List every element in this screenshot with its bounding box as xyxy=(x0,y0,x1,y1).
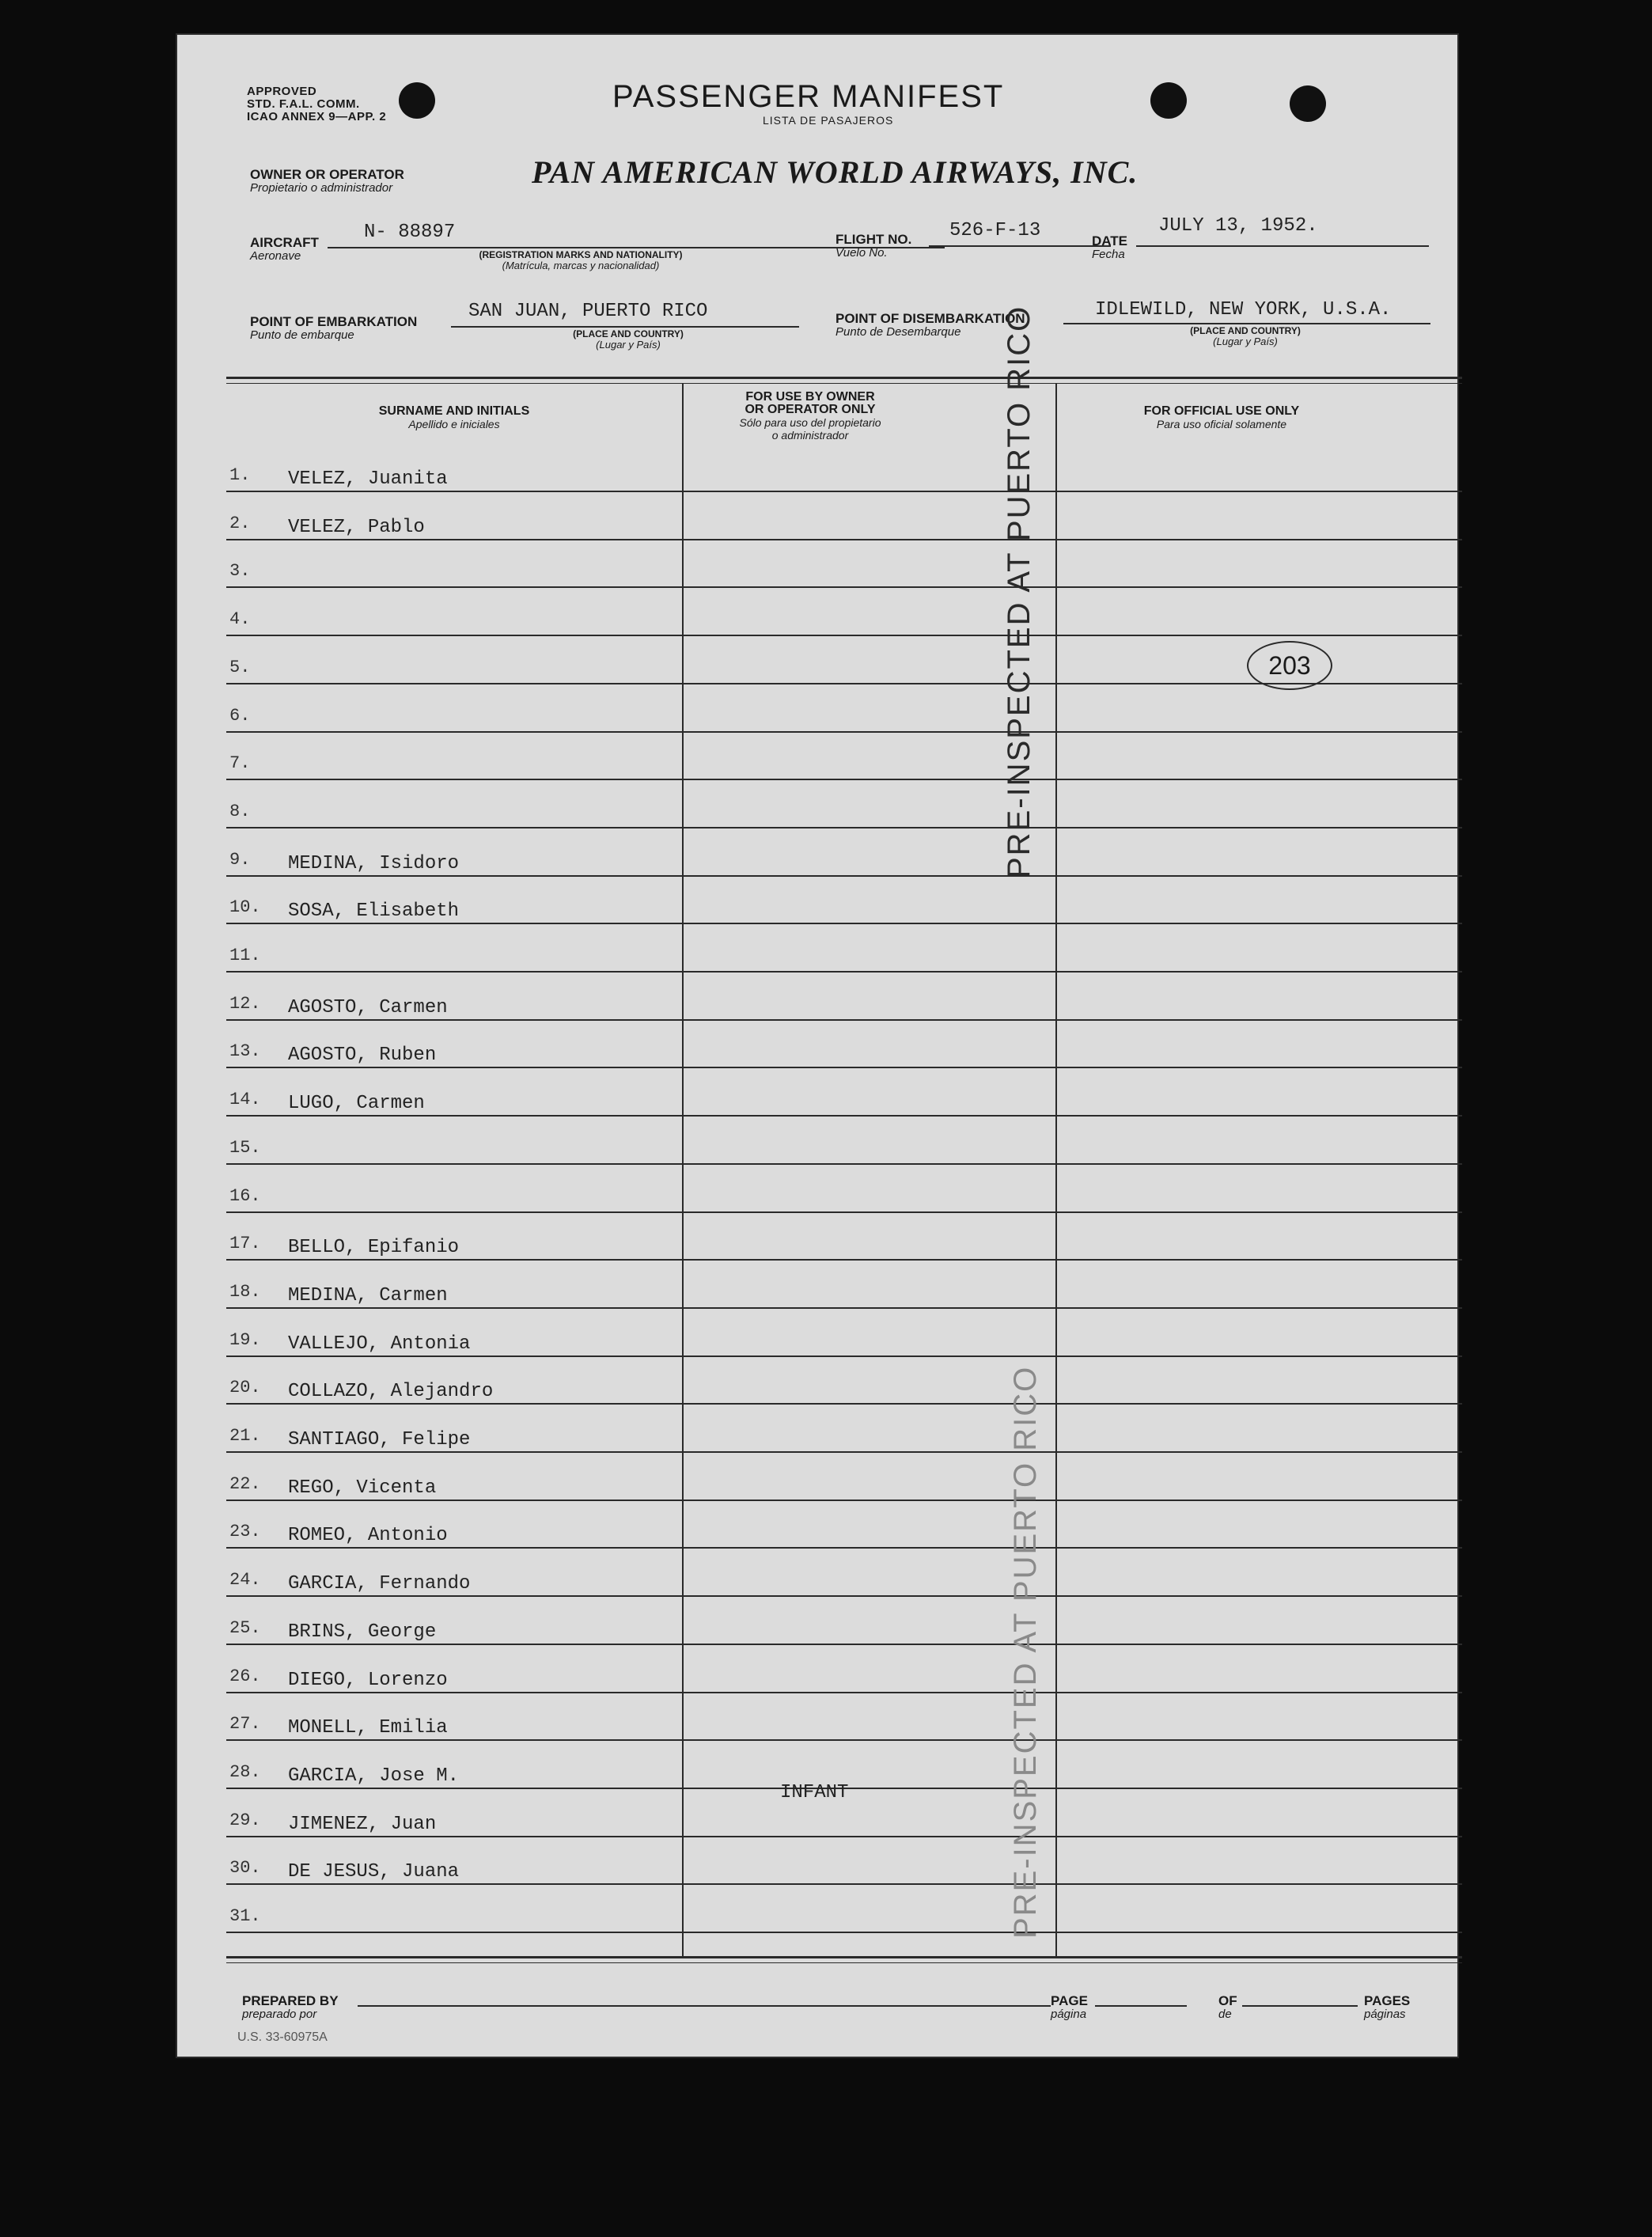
row-rule xyxy=(226,491,1462,492)
embark-place-sub-en: (PLACE AND COUNTRY) xyxy=(573,328,684,339)
passenger-name: SOSA, Elisabeth xyxy=(288,900,460,922)
disembark-place-sub-en: (PLACE AND COUNTRY) xyxy=(1190,325,1301,336)
row-number: 9. xyxy=(229,850,251,870)
row-rule xyxy=(226,1259,1462,1261)
of-label-en: OF xyxy=(1218,1993,1237,2008)
row-rule xyxy=(226,1644,1462,1645)
official-number xyxy=(1247,641,1332,690)
passenger-name: ROMEO, Antonio xyxy=(288,1525,448,1546)
row-number: 14. xyxy=(229,1090,261,1109)
col-head-surname-es: Apellido e iniciales xyxy=(408,418,500,430)
punch-hole-right xyxy=(1290,85,1326,122)
col-head-surname xyxy=(288,405,620,430)
row-rule xyxy=(226,1500,1462,1501)
of-label xyxy=(1218,1994,1237,2021)
disembark-label-es: Punto de Desembarque xyxy=(835,325,961,339)
of-label-es: de xyxy=(1218,2008,1232,2021)
row-number: 25. xyxy=(229,1618,261,1638)
owner-label xyxy=(250,168,404,195)
passenger-name: MEDINA, Isidoro xyxy=(288,853,460,874)
row-number: 26. xyxy=(229,1666,261,1686)
passenger-name: BELLO, Epifanio xyxy=(288,1237,460,1258)
row-number: 19. xyxy=(229,1330,261,1350)
row-rule xyxy=(226,827,1462,828)
col-head-official-es: Para uso oficial solamente xyxy=(1156,418,1287,430)
row-number: 12. xyxy=(229,994,261,1014)
passenger-name: LUGO, Carmen xyxy=(288,1093,425,1114)
flight-label xyxy=(835,233,911,260)
col-head-official xyxy=(1063,405,1380,430)
embark-place-sub-es: (Lugar y País) xyxy=(596,339,661,351)
row-number: 31. xyxy=(229,1906,261,1926)
row-rule xyxy=(226,1883,1462,1885)
row-number: 23. xyxy=(229,1522,261,1541)
row-number: 16. xyxy=(229,1186,261,1206)
row-number: 8. xyxy=(229,802,251,821)
passenger-name: BRINS, George xyxy=(288,1621,437,1643)
form-number: U.S. 33-60975A xyxy=(237,2030,328,2044)
passenger-name: MEDINA, Carmen xyxy=(288,1285,448,1306)
prepared-by-label-es: preparado por xyxy=(242,2008,317,2021)
table-top-rule-2 xyxy=(226,383,1462,384)
row-rule xyxy=(226,1595,1462,1597)
page-label-en: PAGE xyxy=(1051,1993,1088,2008)
owner-label-en: OWNER OR OPERATOR xyxy=(250,167,404,182)
infant-note: INFANT xyxy=(780,1782,849,1803)
embark-value: SAN JUAN, PUERTO RICO xyxy=(468,301,708,322)
disembark-value: IDLEWILD, NEW YORK, U.S.A. xyxy=(1095,299,1392,320)
passenger-name: VALLEJO, Antonia xyxy=(288,1333,471,1355)
embark-label-es: Punto de embarque xyxy=(250,328,354,342)
punch-hole-left xyxy=(399,82,435,119)
row-rule xyxy=(226,1115,1462,1117)
row-rule xyxy=(226,1019,1462,1021)
form-title: PASSENGER MANIFEST xyxy=(612,79,1005,114)
embark-place-sub xyxy=(549,329,707,350)
approval-line-2: STD. F.A.L. COMM. xyxy=(247,97,360,111)
aircraft-value: N- 88897 xyxy=(364,222,456,243)
date-label-es: Fecha xyxy=(1092,248,1125,261)
col-head-surname-en: SURNAME AND INITIALS xyxy=(378,404,530,418)
prepared-by-line xyxy=(358,2005,1051,2007)
registration-sub-en: (REGISTRATION MARKS AND NATIONALITY) xyxy=(479,249,683,260)
row-number: 22. xyxy=(229,1474,261,1494)
pages-label-es: páginas xyxy=(1364,2008,1406,2021)
row-number: 17. xyxy=(229,1234,261,1253)
registration-sub-es: (Matrícula, marcas y nacionalidad) xyxy=(502,260,660,271)
passenger-name: VELEZ, Pablo xyxy=(288,517,425,538)
row-number: 28. xyxy=(229,1762,261,1782)
pre-inspected-stamp-top: PRE-INSPECTED AT PUERTO RICO xyxy=(1002,305,1036,878)
passenger-name: JIMENEZ, Juan xyxy=(288,1814,437,1835)
disembark-label xyxy=(835,312,1025,339)
row-rule xyxy=(226,1692,1462,1693)
manifest-page xyxy=(177,35,1457,2057)
col-head-owner-use-es-2: o administrador xyxy=(771,429,849,442)
approval-line-3: ICAO ANNEX 9—APP. 2 xyxy=(247,110,387,123)
col-head-owner-use-2: OR OPERATOR ONLY xyxy=(745,403,876,416)
row-rule xyxy=(226,1355,1462,1357)
row-number: 5. xyxy=(229,658,251,677)
page-line xyxy=(1095,2005,1187,2007)
row-rule xyxy=(226,731,1462,733)
owner-label-es: Propietario o administrador xyxy=(250,181,393,195)
page-label xyxy=(1051,1994,1088,2021)
row-rule xyxy=(226,1739,1462,1741)
passenger-name: SANTIAGO, Felipe xyxy=(288,1429,471,1450)
row-rule xyxy=(226,1547,1462,1549)
date-value: JULY 13, 1952. xyxy=(1158,215,1318,237)
row-number: 3. xyxy=(229,561,251,581)
flight-label-en: FLIGHT NO. xyxy=(835,232,912,247)
flight-value: 526-F-13 xyxy=(949,220,1041,241)
row-number: 11. xyxy=(229,946,261,965)
row-number: 13. xyxy=(229,1041,261,1061)
row-rule xyxy=(226,1067,1462,1068)
row-number: 24. xyxy=(229,1570,261,1590)
row-number: 30. xyxy=(229,1858,261,1878)
row-number: 29. xyxy=(229,1810,261,1830)
embark-label-en: POINT OF EMBARKATION xyxy=(250,314,418,329)
approval-line-1: APPROVED xyxy=(247,85,317,98)
row-number: 27. xyxy=(229,1714,261,1734)
embark-label xyxy=(250,315,417,342)
passenger-name: COLLAZO, Alejandro xyxy=(288,1381,494,1402)
aircraft-label-en: AIRCRAFT xyxy=(250,235,319,250)
table-bottom-rule-2 xyxy=(226,1962,1462,1963)
pages-label-en: PAGES xyxy=(1364,1993,1411,2008)
disembark-place-sub-es: (Lugar y País) xyxy=(1213,336,1278,347)
row-rule xyxy=(226,635,1462,636)
registration-sub xyxy=(446,250,715,271)
of-line xyxy=(1242,2005,1358,2007)
col-head-owner-use-es-1: Sólo para uso del propietario xyxy=(739,416,881,429)
row-rule xyxy=(226,1403,1462,1405)
row-rule xyxy=(226,971,1462,973)
prepared-by-label xyxy=(242,1994,339,2021)
row-rule xyxy=(226,1836,1462,1837)
passenger-name: AGOSTO, Carmen xyxy=(288,997,448,1018)
pre-inspected-stamp-bottom: PRE-INSPECTED AT PUERTO RICO xyxy=(1008,1365,1043,1939)
passenger-name: MONELL, Emilia xyxy=(288,1717,448,1738)
row-number: 10. xyxy=(229,897,261,917)
approval-block xyxy=(247,85,386,123)
row-number: 6. xyxy=(229,706,251,726)
col-head-owner-use-1: FOR USE BY OWNER xyxy=(745,390,875,404)
date-line xyxy=(1136,245,1429,247)
passenger-name: AGOSTO, Ruben xyxy=(288,1045,437,1066)
col-head-owner-use xyxy=(684,391,937,442)
row-number: 7. xyxy=(229,753,251,773)
row-rule xyxy=(226,539,1462,540)
passenger-name: GARCIA, Jose M. xyxy=(288,1765,460,1787)
official-number-value: 203 xyxy=(1268,651,1311,680)
table-bottom-rule xyxy=(226,1956,1462,1958)
date-label-en: DATE xyxy=(1092,233,1128,248)
row-number: 21. xyxy=(229,1426,261,1446)
row-rule xyxy=(226,923,1462,924)
col-head-official-en: FOR OFFICIAL USE ONLY xyxy=(1143,404,1300,418)
passenger-name: DE JESUS, Juana xyxy=(288,1861,460,1882)
row-number: 2. xyxy=(229,514,251,533)
row-rule xyxy=(226,1163,1462,1165)
row-number: 20. xyxy=(229,1378,261,1397)
prepared-by-label-en: PREPARED BY xyxy=(242,1993,339,2008)
row-rule xyxy=(226,875,1462,877)
disembark-line xyxy=(1063,323,1430,324)
row-number: 15. xyxy=(229,1138,261,1158)
page-label-es: página xyxy=(1051,2008,1087,2021)
flight-line xyxy=(929,245,1111,247)
punch-hole-middle xyxy=(1150,82,1187,119)
embark-line xyxy=(451,326,799,328)
form-subtitle: LISTA DE PASAJEROS xyxy=(763,114,894,127)
passenger-name: DIEGO, Lorenzo xyxy=(288,1670,448,1691)
aircraft-label-es: Aeronave xyxy=(250,249,301,263)
disembark-label-en: POINT OF DISEMBARKATION xyxy=(835,311,1025,326)
passenger-name: REGO, Vicenta xyxy=(288,1477,437,1499)
row-number: 1. xyxy=(229,465,251,485)
flight-label-es: Vuelo No. xyxy=(835,246,888,260)
table-top-rule xyxy=(226,377,1462,379)
row-rule xyxy=(226,586,1462,588)
row-number: 18. xyxy=(229,1282,261,1302)
date-label xyxy=(1092,234,1127,261)
row-rule xyxy=(226,1932,1462,1933)
passenger-name: VELEZ, Juanita xyxy=(288,468,448,490)
row-rule xyxy=(226,779,1462,780)
row-rule xyxy=(226,1307,1462,1309)
aircraft-label xyxy=(250,236,319,263)
col-rule-2 xyxy=(1055,383,1057,1958)
pages-label xyxy=(1364,1994,1410,2021)
col-rule-1 xyxy=(682,383,684,1958)
row-number: 4. xyxy=(229,609,251,629)
owner-value: PAN AMERICAN WORLD AIRWAYS, INC. xyxy=(532,154,1139,190)
disembark-place-sub xyxy=(1166,326,1324,347)
passenger-name: GARCIA, Fernando xyxy=(288,1573,471,1594)
row-rule xyxy=(226,1211,1462,1213)
row-rule xyxy=(226,1451,1462,1453)
